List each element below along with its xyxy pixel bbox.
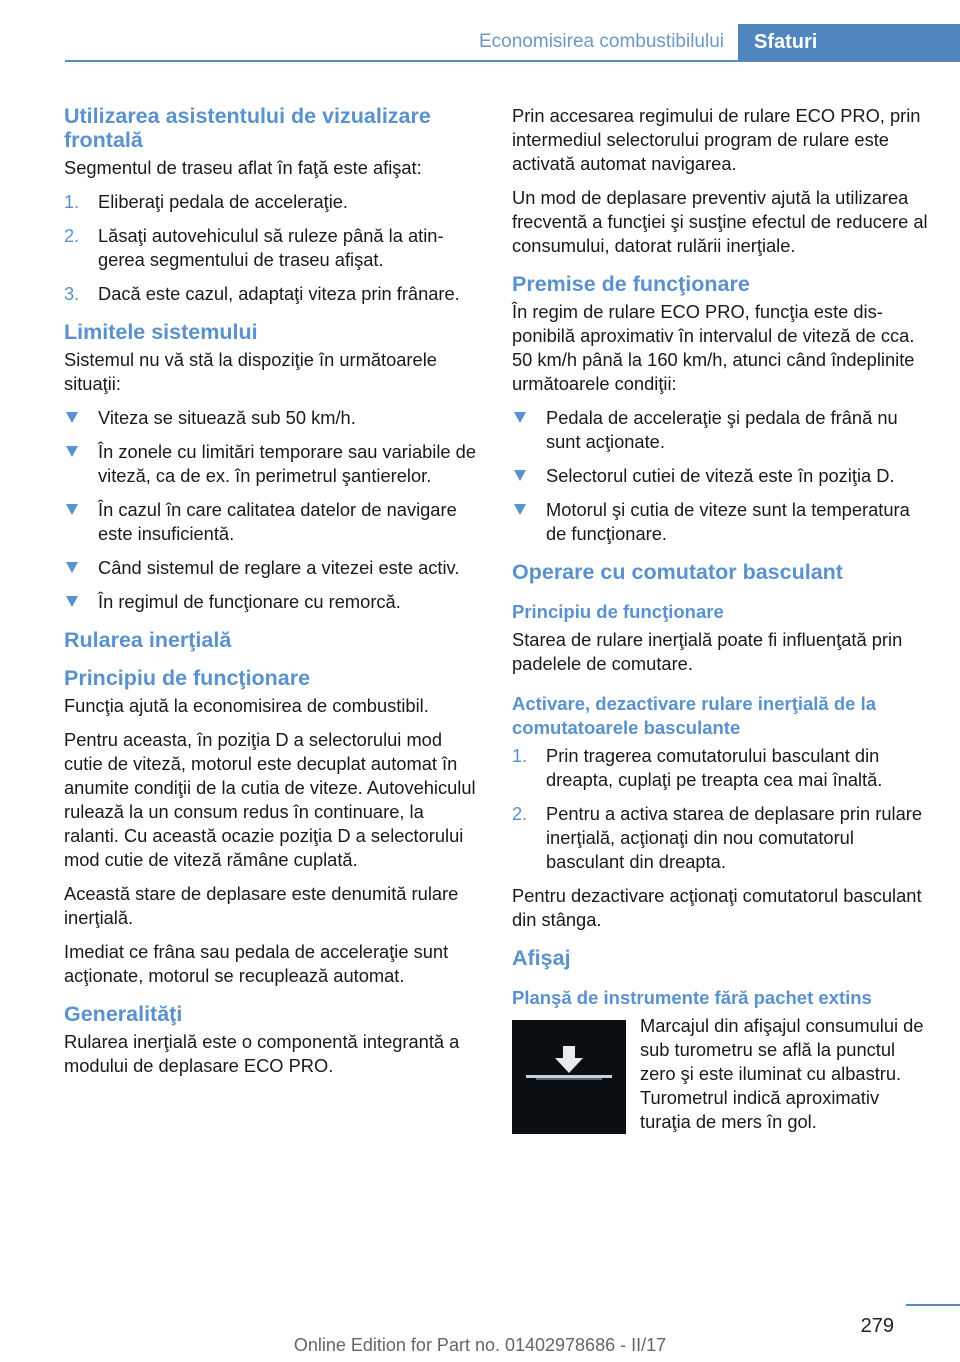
paragraph-pentru: Pentru aceasta, în poziţia D a selectorului mod cutie de viteză, motorul este decuplat automat în anumite condiţii de la cutia de viteze. Autovehiculul rulează la un consum redus în continuare, la ralanti. Cu această ocazie poziţia D a selectorului mod cutie de viteză rămâne cuplată. xyxy=(64,729,476,870)
list-item xyxy=(512,802,932,874)
heading-afisaj: Afişaj xyxy=(512,946,571,970)
footer-divider xyxy=(906,1304,960,1306)
step-number: 1. xyxy=(512,745,528,766)
header-tab: Sfaturi xyxy=(738,24,960,62)
list-item xyxy=(64,224,480,272)
list-item-text: Eliberaţi pedala de acceleraţie. xyxy=(98,191,349,212)
paragraph-generalitati: Rularea inerţială este o componentă integrantă a modului de deplasare ECO PRO. xyxy=(64,1031,460,1076)
footer-edition: Online Edition for Part no. 01402978686 - II/17 xyxy=(293,1335,667,1355)
paragraph-accesarea: Prin accesarea regimului de rulare ECO PRO, prin intermediul selectorului program de rulare este activată automat navigarea. xyxy=(512,105,921,174)
triangle-bullet-icon xyxy=(66,562,78,573)
list-item-text: În cazul în care calitatea datelor de navigare este insuficientă. xyxy=(98,499,457,544)
subheading-activare: Activare, dezactivare rulare inerţială de la comutatoarele basculante xyxy=(512,693,877,738)
step-number: 3. xyxy=(64,283,80,304)
list-item xyxy=(64,440,480,488)
list-item xyxy=(512,406,932,454)
triangle-bullet-icon xyxy=(66,412,78,423)
list-item-text: Pentru a activa starea de deplasare prin rulare inerţială, acţionaţi din nou comutatorul basculant din dreapta. xyxy=(546,803,922,872)
list-item xyxy=(512,498,932,546)
header-section-title: Economisirea combustibilului xyxy=(479,31,724,52)
list-item-text: Motorul şi cutia de viteze sunt la temperatura de funcţionare. xyxy=(546,499,910,544)
heading-vizualizare: Utilizarea asistentului de vizualizare frontală xyxy=(64,104,431,152)
heading-principiu: Principiu de funcţionare xyxy=(64,666,311,690)
list-item-text: În zonele cu limitări temporare sau variabile de viteză, ca de ex. în perimetrul şantierelor. xyxy=(98,441,476,486)
heading-rularea: Rularea inerţială xyxy=(64,628,232,652)
triangle-bullet-icon xyxy=(514,504,526,515)
heading-generalitati: Generalităţi xyxy=(64,1002,183,1026)
down-arrow-indicator-icon xyxy=(512,1020,626,1134)
heading-operare: Operare cu comutator basculant xyxy=(512,560,843,584)
step-number: 2. xyxy=(512,803,528,824)
triangle-bullet-icon xyxy=(66,446,78,457)
list-item-text: Prin tragerea comutatorului basculant din dreapta, cuplaţi pe treapta cea mai înaltă. xyxy=(546,745,883,790)
list-item xyxy=(64,556,480,580)
triangle-bullet-icon xyxy=(66,596,78,607)
heading-limite: Limitele sistemului xyxy=(64,320,258,344)
steps-list xyxy=(64,190,480,306)
list-item xyxy=(512,744,932,792)
header-divider xyxy=(65,60,960,62)
list-item xyxy=(64,282,480,306)
list-item-text: În regimul de funcţionare cu remorcă. xyxy=(98,591,401,612)
list-item-text: Dacă este cazul, adaptaţi viteza prin frânare. xyxy=(98,283,460,304)
page-number: 279 xyxy=(860,1315,894,1337)
list-item xyxy=(512,464,932,488)
list-item xyxy=(64,498,480,546)
triangle-bullet-icon xyxy=(66,504,78,515)
paragraph-segment: Segmentul de traseu aflat în faţă este afişat: xyxy=(64,157,422,178)
list-item xyxy=(64,406,480,430)
list-item-text: Viteza se situează sub 50 km/h. xyxy=(98,407,356,428)
heading-premise: Premise de funcţionare xyxy=(512,272,750,296)
triangle-bullet-icon xyxy=(514,412,526,423)
paragraph-starea: Starea de rulare inerţială poate fi influenţată prin padelele de comutare. xyxy=(512,629,903,674)
right-column xyxy=(512,104,932,1144)
list-item xyxy=(64,590,480,614)
list-item-text: Pedala de acceleraţie şi pedala de frână nu sunt acţionate. xyxy=(546,407,898,452)
figure-block xyxy=(512,1014,932,1144)
paragraph-aceasta: Această stare de deplasare este denumită rulare inerţială. xyxy=(64,883,459,928)
list-item-text: Când sistemul de reglare a vitezei este activ. xyxy=(98,557,460,578)
consumption-display-image xyxy=(512,1020,626,1134)
paragraph-dezactivare: Pentru dezactivare acţionaţi comutatorul basculant din stânga. xyxy=(512,885,922,930)
triangle-bullet-icon xyxy=(514,470,526,481)
subheading-principiu: Principiu de funcţionare xyxy=(512,601,724,622)
paragraph-imediat: Imediat ce frâna sau pedala de acceleraţie sunt acţionate, motorul se recuplează automat. xyxy=(64,941,449,986)
limite-list xyxy=(64,406,480,614)
subheading-plansa: Planşă de instrumente fără pachet extins xyxy=(512,987,872,1008)
left-column xyxy=(64,104,480,1088)
premise-list xyxy=(512,406,932,546)
list-item xyxy=(64,190,480,214)
paragraph-functia: Funcţia ajută la economisirea de combustibil. xyxy=(64,695,429,716)
paragraph-marcajul: Marcajul din afişajul consumului de sub turometru se află la punctul zero şi este iluminat cu albastru. Turometrul indică aproximativ turaţia de mers în gol. xyxy=(640,1015,924,1132)
page-header xyxy=(0,0,960,62)
list-item-text: Selectorul cutiei de viteză este în poziţia D. xyxy=(546,465,895,486)
paragraph-premise: În regim de rulare ECO PRO, funcţia este disponibilă aproximativ în intervalul de viteză de cca. 50 km/h până la 160 km/h, atunci când îndeplinite următoarele condiţii: xyxy=(512,301,915,394)
step-number: 2. xyxy=(64,225,80,246)
paragraph-limite: Sistemul nu vă stă la dispoziţie în următoarele situaţii: xyxy=(64,349,437,394)
paragraph-mod: Un mod de deplasare preventiv ajută la utilizarea frecventă a funcţiei şi susţine efectul de reducere al consumului, datorat rulării inerţiale. xyxy=(512,187,928,256)
list-item-text: Lăsaţi autovehiculul să ruleze până la atingerea segmentului de traseu afişat. xyxy=(98,225,444,270)
step-number: 1. xyxy=(64,191,80,212)
activare-steps-list xyxy=(512,744,932,874)
